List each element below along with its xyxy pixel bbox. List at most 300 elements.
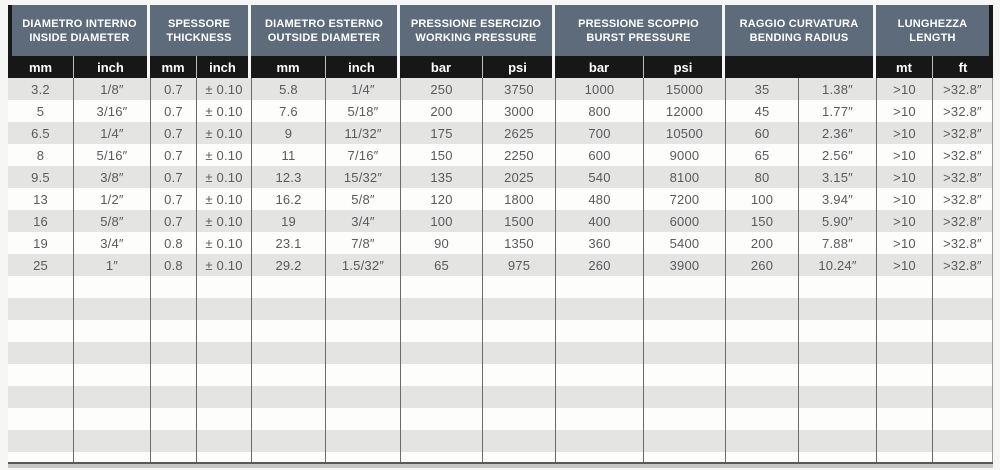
empty-cell bbox=[8, 298, 73, 320]
empty-cell bbox=[251, 408, 325, 430]
empty-cell bbox=[932, 320, 993, 342]
empty-cell bbox=[150, 430, 196, 452]
empty-cell bbox=[400, 452, 482, 462]
empty-cell bbox=[643, 298, 725, 320]
header-group bbox=[8, 5, 150, 56]
empty-cell bbox=[8, 276, 73, 298]
empty-row bbox=[8, 320, 993, 342]
empty-cell bbox=[555, 452, 643, 462]
data-cell: 0.8 bbox=[150, 254, 196, 276]
empty-cell bbox=[325, 408, 400, 430]
empty-cell bbox=[251, 342, 325, 364]
data-cell: 25 bbox=[33, 257, 48, 273]
empty-cell bbox=[643, 320, 725, 342]
empty-cell bbox=[798, 364, 876, 386]
empty-cell bbox=[73, 342, 150, 364]
header-title-it: DIAMETRO ESTERNO bbox=[264, 17, 384, 30]
unit-cell: inch bbox=[325, 56, 400, 78]
data-cell: >10 bbox=[876, 144, 932, 166]
header-title-en: THICKNESS bbox=[166, 31, 232, 44]
empty-cell bbox=[325, 276, 400, 298]
data-cell: 1350 bbox=[482, 232, 555, 254]
header-title-en: LENGTH bbox=[909, 31, 956, 44]
empty-cell bbox=[876, 364, 932, 386]
data-cell: 1000 bbox=[555, 78, 643, 100]
header-title-en: WORKING PRESSURE bbox=[415, 31, 537, 44]
data-cell: 23.1 bbox=[251, 232, 325, 254]
header-group bbox=[725, 5, 876, 56]
data-cell: 3.94″ bbox=[798, 188, 876, 210]
data-cell: 60 bbox=[725, 122, 798, 144]
data-cell: ± 0.10 bbox=[196, 100, 251, 122]
table-row bbox=[8, 166, 993, 188]
data-cell: 3000 bbox=[482, 100, 555, 122]
unit-cell: ft bbox=[932, 56, 993, 78]
data-cell: 2250 bbox=[482, 144, 555, 166]
data-cell: 260 bbox=[725, 254, 798, 276]
data-cell: 0.7 bbox=[150, 122, 196, 144]
empty-cell bbox=[251, 386, 325, 408]
table-row bbox=[8, 210, 993, 232]
empty-cell bbox=[251, 298, 325, 320]
empty-cell bbox=[798, 342, 876, 364]
data-cell: 1/8″ bbox=[73, 78, 150, 100]
empty-cell bbox=[798, 276, 876, 298]
empty-cell bbox=[643, 386, 725, 408]
data-cell: >10 bbox=[876, 188, 932, 210]
table-row bbox=[8, 254, 993, 276]
data-cell: 9.5 bbox=[31, 169, 50, 185]
data-cell: >32.8″ bbox=[932, 210, 993, 232]
data-cell: 7200 bbox=[643, 188, 725, 210]
data-cell: 5/18″ bbox=[325, 100, 400, 122]
data-cell: >10 bbox=[876, 210, 932, 232]
data-cell: 3/16″ bbox=[73, 100, 150, 122]
empty-cell bbox=[196, 364, 251, 386]
data-cell: 0.7 bbox=[150, 144, 196, 166]
data-cell: 5/16″ bbox=[73, 144, 150, 166]
data-cell: 80 bbox=[725, 166, 798, 188]
empty-cell bbox=[482, 408, 555, 430]
unit-cell: mm bbox=[8, 56, 73, 78]
data-cell: 3.2 bbox=[31, 81, 50, 97]
empty-cell bbox=[196, 320, 251, 342]
empty-cell bbox=[798, 386, 876, 408]
empty-cell bbox=[725, 298, 798, 320]
empty-cell bbox=[325, 320, 400, 342]
unit-cell: bar bbox=[400, 56, 482, 78]
empty-cell bbox=[251, 276, 325, 298]
data-cell: 800 bbox=[555, 100, 643, 122]
empty-cell bbox=[150, 386, 196, 408]
header-title-en: BENDING RADIUS bbox=[749, 31, 849, 44]
empty-cell bbox=[643, 276, 725, 298]
empty-cell bbox=[400, 386, 482, 408]
unit-cell: bar bbox=[555, 56, 643, 78]
data-cell: 9000 bbox=[643, 144, 725, 166]
data-cell: 100 bbox=[725, 188, 798, 210]
data-cell: 175 bbox=[400, 122, 482, 144]
data-cell: 16.2 bbox=[251, 188, 325, 210]
data-cell: ± 0.10 bbox=[196, 188, 251, 210]
data-cell: 6000 bbox=[643, 210, 725, 232]
empty-cell bbox=[150, 408, 196, 430]
data-cell: >32.8″ bbox=[932, 100, 993, 122]
empty-cell bbox=[8, 452, 73, 462]
data-cell: >32.8″ bbox=[932, 254, 993, 276]
empty-cell bbox=[725, 386, 798, 408]
data-cell: 400 bbox=[555, 210, 643, 232]
empty-cell bbox=[73, 430, 150, 452]
data-cell: 0.7 bbox=[150, 210, 196, 232]
header-title-it: SPESSORE bbox=[167, 17, 231, 30]
data-cell: 0.7 bbox=[150, 166, 196, 188]
empty-cell bbox=[8, 386, 73, 408]
data-cell: 13 bbox=[33, 191, 48, 207]
empty-cell bbox=[8, 320, 73, 342]
empty-row bbox=[8, 408, 993, 430]
data-cell: 19 bbox=[33, 235, 48, 251]
empty-cell bbox=[643, 452, 725, 462]
header-group bbox=[150, 5, 251, 56]
header-title-it: RAGGIO CURVATURA bbox=[739, 17, 859, 30]
empty-cell bbox=[555, 276, 643, 298]
data-cell: 8 bbox=[36, 147, 45, 163]
data-cell: 250 bbox=[400, 78, 482, 100]
data-cell: 120 bbox=[400, 188, 482, 210]
data-cell: 200 bbox=[725, 232, 798, 254]
empty-cell bbox=[196, 298, 251, 320]
data-cell: 3/4″ bbox=[73, 232, 150, 254]
empty-cell bbox=[798, 320, 876, 342]
data-cell: 150 bbox=[725, 210, 798, 232]
empty-cell bbox=[482, 364, 555, 386]
header-title-en: BURST PRESSURE bbox=[586, 31, 691, 44]
unit-cell: inch bbox=[73, 56, 150, 78]
unit-cell: mm bbox=[251, 56, 325, 78]
empty-cell bbox=[725, 320, 798, 342]
header-title-it: DIAMETRO INTERNO bbox=[22, 17, 137, 30]
data-cell: 6.5 bbox=[31, 125, 50, 141]
data-cell: 0.8 bbox=[150, 232, 196, 254]
empty-cell bbox=[643, 408, 725, 430]
empty-cell bbox=[482, 320, 555, 342]
data-cell: 45 bbox=[725, 100, 798, 122]
header-group bbox=[876, 5, 993, 56]
empty-cell bbox=[73, 364, 150, 386]
data-cell: 1/4″ bbox=[73, 122, 150, 144]
empty-cell bbox=[73, 386, 150, 408]
empty-cell bbox=[482, 430, 555, 452]
empty-cell bbox=[932, 452, 993, 462]
empty-cell bbox=[8, 364, 73, 386]
empty-cell bbox=[643, 342, 725, 364]
data-cell: 7.88″ bbox=[798, 232, 876, 254]
data-cell: 8100 bbox=[643, 166, 725, 188]
empty-cell bbox=[150, 276, 196, 298]
data-cell: ± 0.10 bbox=[196, 144, 251, 166]
empty-cell bbox=[932, 386, 993, 408]
empty-cell bbox=[325, 342, 400, 364]
data-cell: ± 0.10 bbox=[196, 210, 251, 232]
data-cell: 2.56″ bbox=[798, 144, 876, 166]
data-cell: 5400 bbox=[643, 232, 725, 254]
data-cell: 9 bbox=[251, 122, 325, 144]
empty-cell bbox=[932, 298, 993, 320]
data-cell: 7.6 bbox=[251, 100, 325, 122]
empty-cell bbox=[325, 452, 400, 462]
data-cell: >10 bbox=[876, 100, 932, 122]
empty-cell bbox=[251, 430, 325, 452]
empty-cell bbox=[725, 276, 798, 298]
empty-cell bbox=[8, 408, 73, 430]
empty-cell bbox=[555, 408, 643, 430]
empty-cell bbox=[876, 408, 932, 430]
header-title-en: OUTSIDE DIAMETER bbox=[267, 31, 381, 44]
empty-cell bbox=[555, 298, 643, 320]
table-row bbox=[8, 78, 993, 100]
empty-row bbox=[8, 364, 993, 386]
data-cell: >32.8″ bbox=[932, 78, 993, 100]
empty-cell bbox=[482, 452, 555, 462]
data-cell: 260 bbox=[555, 254, 643, 276]
data-cell: 12.3 bbox=[251, 166, 325, 188]
empty-cell bbox=[798, 298, 876, 320]
unit-cell-blank bbox=[725, 56, 876, 78]
data-cell: 90 bbox=[400, 232, 482, 254]
data-cell: 600 bbox=[555, 144, 643, 166]
empty-cell bbox=[325, 430, 400, 452]
empty-cell bbox=[555, 342, 643, 364]
data-cell: ± 0.10 bbox=[196, 78, 251, 100]
data-cell: 975 bbox=[482, 254, 555, 276]
data-cell: 5/8″ bbox=[73, 210, 150, 232]
data-cell: 1.5/32″ bbox=[325, 254, 400, 276]
data-cell: 3750 bbox=[482, 78, 555, 100]
empty-cell bbox=[725, 452, 798, 462]
unit-cell: psi bbox=[482, 56, 555, 78]
empty-cell bbox=[798, 430, 876, 452]
data-cell: 5/8″ bbox=[325, 188, 400, 210]
data-cell: >32.8″ bbox=[932, 122, 993, 144]
empty-cell bbox=[876, 276, 932, 298]
data-cell: 10.24″ bbox=[798, 254, 876, 276]
empty-cell bbox=[196, 430, 251, 452]
data-cell: 2025 bbox=[482, 166, 555, 188]
empty-cell bbox=[325, 386, 400, 408]
data-cell: 3/4″ bbox=[325, 210, 400, 232]
data-cell: 29.2 bbox=[251, 254, 325, 276]
empty-cell bbox=[725, 430, 798, 452]
data-cell: 2.36″ bbox=[798, 122, 876, 144]
empty-cell bbox=[150, 298, 196, 320]
empty-cell bbox=[725, 408, 798, 430]
empty-cell bbox=[482, 342, 555, 364]
data-cell: 3/8″ bbox=[73, 166, 150, 188]
empty-cell bbox=[150, 320, 196, 342]
empty-cell bbox=[400, 430, 482, 452]
empty-cell bbox=[150, 342, 196, 364]
data-cell: 12000 bbox=[643, 100, 725, 122]
empty-cell bbox=[555, 386, 643, 408]
data-cell: 11/32″ bbox=[325, 122, 400, 144]
data-cell: 1.77″ bbox=[798, 100, 876, 122]
data-cell: 360 bbox=[555, 232, 643, 254]
empty-cell bbox=[876, 386, 932, 408]
empty-cell bbox=[400, 320, 482, 342]
header-group bbox=[251, 5, 400, 56]
data-cell: 7/8″ bbox=[325, 232, 400, 254]
empty-cell bbox=[482, 298, 555, 320]
data-cell: 540 bbox=[555, 166, 643, 188]
data-cell: 100 bbox=[400, 210, 482, 232]
empty-cell bbox=[798, 408, 876, 430]
empty-cell bbox=[251, 364, 325, 386]
table-body bbox=[8, 78, 993, 464]
data-cell: >10 bbox=[876, 166, 932, 188]
header-title-en: INSIDE DIAMETER bbox=[29, 31, 130, 44]
data-cell: 700 bbox=[555, 122, 643, 144]
data-cell: 15000 bbox=[643, 78, 725, 100]
data-cell: 5.8 bbox=[251, 78, 325, 100]
header-title-it: LUNGHEZZA bbox=[897, 17, 968, 30]
header-group bbox=[555, 5, 725, 56]
empty-cell bbox=[196, 386, 251, 408]
empty-cell bbox=[196, 452, 251, 462]
data-cell: 480 bbox=[555, 188, 643, 210]
data-cell: 2625 bbox=[482, 122, 555, 144]
empty-cell bbox=[73, 408, 150, 430]
data-cell: 0.7 bbox=[150, 188, 196, 210]
empty-cell bbox=[73, 298, 150, 320]
empty-cell bbox=[643, 364, 725, 386]
empty-cell bbox=[876, 452, 932, 462]
data-cell: 65 bbox=[725, 144, 798, 166]
data-cell: 150 bbox=[400, 144, 482, 166]
data-cell: 5 bbox=[36, 103, 45, 119]
unit-cell: mt bbox=[876, 56, 932, 78]
empty-cell bbox=[325, 364, 400, 386]
data-cell: 16 bbox=[33, 213, 48, 229]
empty-cell bbox=[932, 408, 993, 430]
empty-cell bbox=[8, 342, 73, 364]
table-row bbox=[8, 122, 993, 144]
empty-cell bbox=[150, 364, 196, 386]
table-row bbox=[8, 232, 993, 254]
data-cell: ± 0.10 bbox=[196, 232, 251, 254]
empty-cell bbox=[196, 276, 251, 298]
empty-cell bbox=[876, 430, 932, 452]
data-cell: 200 bbox=[400, 100, 482, 122]
data-cell: 135 bbox=[400, 166, 482, 188]
empty-cell bbox=[555, 320, 643, 342]
empty-cell bbox=[325, 298, 400, 320]
header-group bbox=[400, 5, 555, 56]
empty-cell bbox=[555, 430, 643, 452]
data-cell: 1/4″ bbox=[325, 78, 400, 100]
empty-cell bbox=[482, 276, 555, 298]
data-cell: ± 0.10 bbox=[196, 166, 251, 188]
data-cell: 15/32″ bbox=[325, 166, 400, 188]
empty-row bbox=[8, 386, 993, 408]
header-row bbox=[8, 5, 993, 56]
empty-cell bbox=[196, 342, 251, 364]
data-cell: 0.7 bbox=[150, 78, 196, 100]
table-bottom-shadow bbox=[8, 464, 993, 468]
empty-row bbox=[8, 276, 993, 298]
data-cell: >10 bbox=[876, 122, 932, 144]
empty-row bbox=[8, 452, 993, 462]
unit-cell: psi bbox=[643, 56, 725, 78]
empty-cell bbox=[400, 408, 482, 430]
unit-cell: mm bbox=[150, 56, 196, 78]
empty-row bbox=[8, 342, 993, 364]
hose-spec-table bbox=[8, 5, 993, 464]
empty-cell bbox=[876, 298, 932, 320]
data-cell: >32.8″ bbox=[932, 188, 993, 210]
data-cell: ± 0.10 bbox=[196, 122, 251, 144]
empty-cell bbox=[73, 320, 150, 342]
empty-cell bbox=[400, 364, 482, 386]
empty-cell bbox=[400, 276, 482, 298]
empty-cell bbox=[251, 452, 325, 462]
data-cell: 5.90″ bbox=[798, 210, 876, 232]
empty-cell bbox=[725, 364, 798, 386]
data-cell: 11 bbox=[251, 144, 325, 166]
empty-cell bbox=[932, 342, 993, 364]
empty-cell bbox=[400, 298, 482, 320]
empty-cell bbox=[482, 386, 555, 408]
empty-cell bbox=[73, 452, 150, 462]
data-cell: 35 bbox=[725, 78, 798, 100]
empty-cell bbox=[643, 430, 725, 452]
data-cell: 1/2″ bbox=[73, 188, 150, 210]
header-title-it: PRESSIONE SCOPPIO bbox=[578, 17, 699, 30]
data-cell: 3.15″ bbox=[798, 166, 876, 188]
data-cell: 0.7 bbox=[150, 100, 196, 122]
empty-cell bbox=[73, 276, 150, 298]
empty-cell bbox=[150, 452, 196, 462]
empty-row bbox=[8, 298, 993, 320]
data-cell: 10500 bbox=[643, 122, 725, 144]
empty-cell bbox=[876, 320, 932, 342]
data-cell: 1800 bbox=[482, 188, 555, 210]
data-cell: 1500 bbox=[482, 210, 555, 232]
data-cell: >32.8″ bbox=[932, 166, 993, 188]
data-cell: 1″ bbox=[73, 254, 150, 276]
empty-cell bbox=[798, 452, 876, 462]
empty-cell bbox=[196, 408, 251, 430]
data-cell: 3900 bbox=[643, 254, 725, 276]
data-cell: 1.38″ bbox=[798, 78, 876, 100]
table-row bbox=[8, 188, 993, 210]
empty-cell bbox=[876, 342, 932, 364]
data-cell: ± 0.10 bbox=[196, 254, 251, 276]
empty-cell bbox=[8, 430, 73, 452]
empty-row bbox=[8, 430, 993, 452]
data-cell: 19 bbox=[251, 210, 325, 232]
data-cell: >10 bbox=[876, 254, 932, 276]
empty-cell bbox=[725, 342, 798, 364]
data-cell: 65 bbox=[400, 254, 482, 276]
empty-cell bbox=[932, 364, 993, 386]
data-cell: >10 bbox=[876, 232, 932, 254]
empty-cell bbox=[400, 342, 482, 364]
data-cell: >10 bbox=[876, 78, 932, 100]
data-cell: >32.8″ bbox=[932, 232, 993, 254]
data-cell: >32.8″ bbox=[932, 144, 993, 166]
unit-row bbox=[8, 56, 993, 78]
